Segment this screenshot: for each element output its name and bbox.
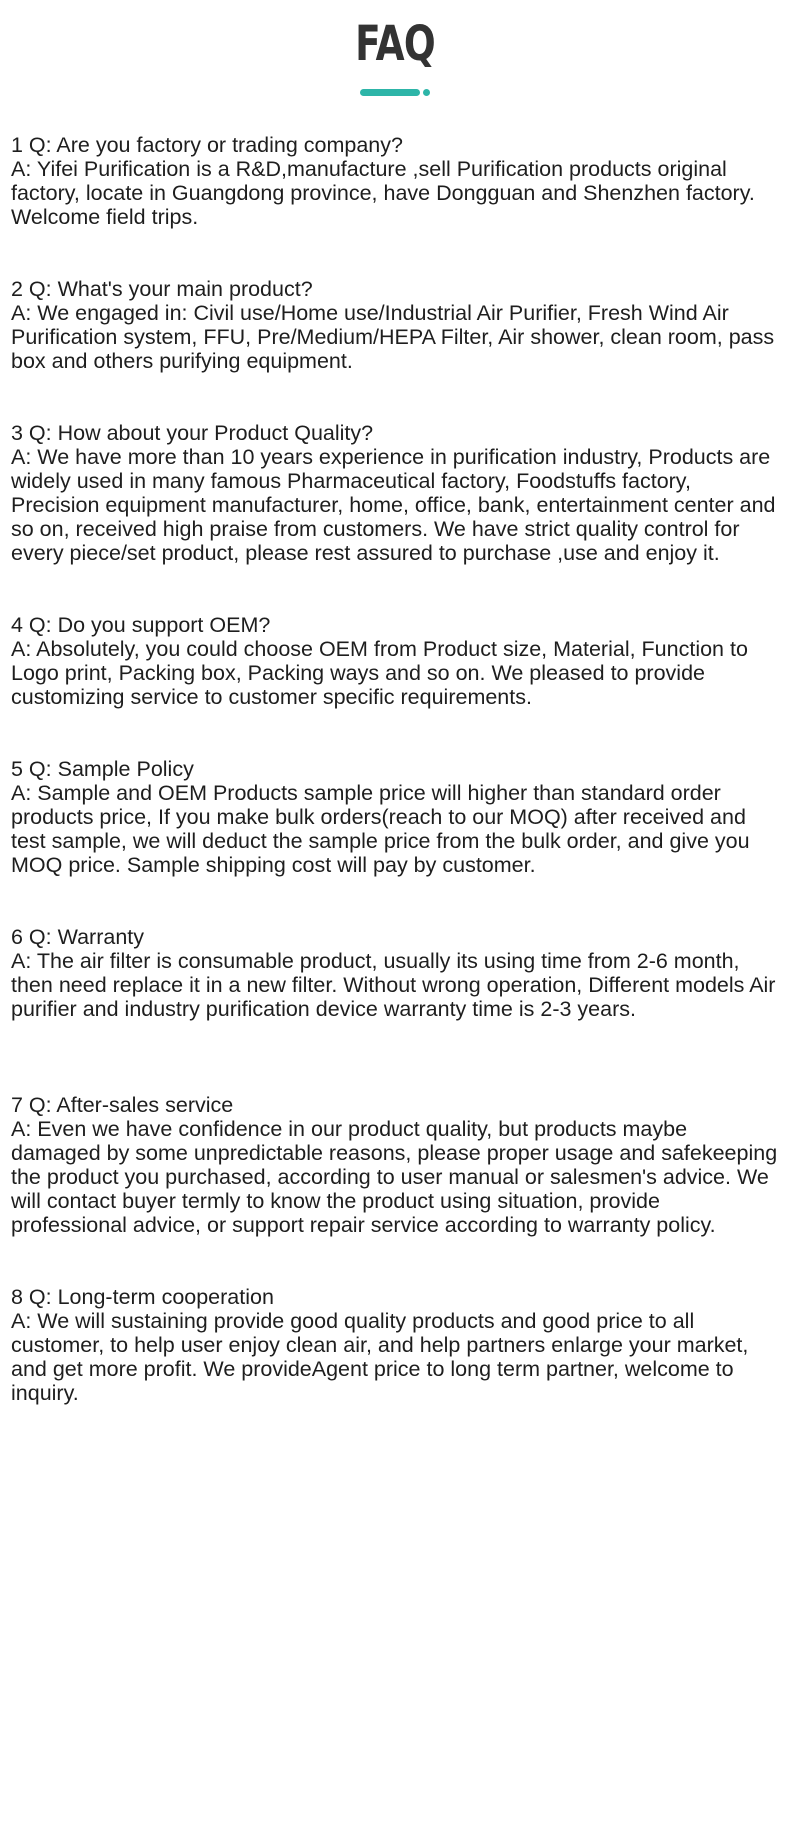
faq-answer: A: We have more than 10 years experience in purification industry, Products are widely used in many famous Pharmaceutical factory, Foodstuffs factory, Precision equipment manufacturer, home, office, bank, entertainment center and so on, received high praise from customers. We have strict quality control for every piece/set product, please rest assured to purchase ,use and enjoy it.: [11, 445, 776, 565]
faq-question: 2 Q: What's your main product?: [11, 277, 313, 301]
faq-item-oem-support: [11, 613, 781, 709]
faq-question: 7 Q: After-sales service: [11, 1093, 234, 1117]
faq-answer: A: We will sustaining provide good quality products and good price to all customer, to help user enjoy clean air, and help partners enlarge your market, and get more profit. We provideAgent price to long term partner, welcome to inquiry.: [11, 1309, 749, 1405]
faq-question: 1 Q: Are you factory or trading company?: [11, 133, 403, 157]
faq-question: 6 Q: Warranty: [11, 925, 145, 949]
faq-answer: A: Sample and OEM Products sample price will higher than standard order products price, If you make bulk orders(reach to our MOQ) after received and test sample, we will deduct the sample price from the bulk order, and give you MOQ price. Sample shipping cost will pay by customer.: [11, 781, 750, 877]
faq-list: [11, 133, 781, 1453]
faq-question: 8 Q: Long-term cooperation: [11, 1285, 274, 1309]
faq-answer: A: Even we have confidence in our product quality, but products maybe damaged by some unpredictable reasons, please proper usage and safekeeping the product you purchased, according to user manual or salesmen's advice. We will contact buyer termly to know the product using situation, provide professional advice, or support repair service according to warranty policy.: [11, 1117, 778, 1237]
faq-item-long-term-cooperation: [11, 1285, 781, 1405]
faq-question: 4 Q: Do you support OEM?: [11, 613, 271, 637]
faq-question: 5 Q: Sample Policy: [11, 757, 194, 781]
faq-header: [0, 0, 790, 100]
faq-item-warranty: [11, 925, 781, 1021]
title-underline-bar: [360, 89, 420, 96]
faq-item-sample-policy: [11, 757, 781, 877]
faq-item-factory-or-trading: [11, 133, 781, 229]
faq-item-product-quality: [11, 421, 781, 565]
faq-answer: A: We engaged in: Civil use/Home use/Industrial Air Purifier, Fresh Wind Air Purification system, FFU, Pre/Medium/HEPA Filter, Air shower, clean room, pass box and others purifying equipment.: [11, 301, 775, 373]
faq-answer: A: Yifei Purification is a R&D,manufacture ,sell Purification products original factory, locate in Guangdong province, have Dongguan and Shenzhen factory. Welcome field trips.: [11, 157, 755, 229]
page-title: FAQ: [355, 16, 435, 72]
faq-item-after-sales-service: [11, 1093, 781, 1237]
faq-answer: A: Absolutely, you could choose OEM from Product size, Material, Function to Logo print, Packing box, Packing ways and so on. We pleased to provide customizing service to customer specific requirements.: [11, 637, 748, 709]
faq-answer: A: The air filter is consumable product, usually its using time from 2-6 month, then need replace it in a new filter. Without wrong operation, Different models Air purifier and industry purification device warranty time is 2-3 years.: [11, 949, 776, 1021]
title-underline-dot: [423, 89, 430, 96]
faq-question: 3 Q: How about your Product Quality?: [11, 421, 374, 445]
faq-item-main-product: [11, 277, 781, 373]
